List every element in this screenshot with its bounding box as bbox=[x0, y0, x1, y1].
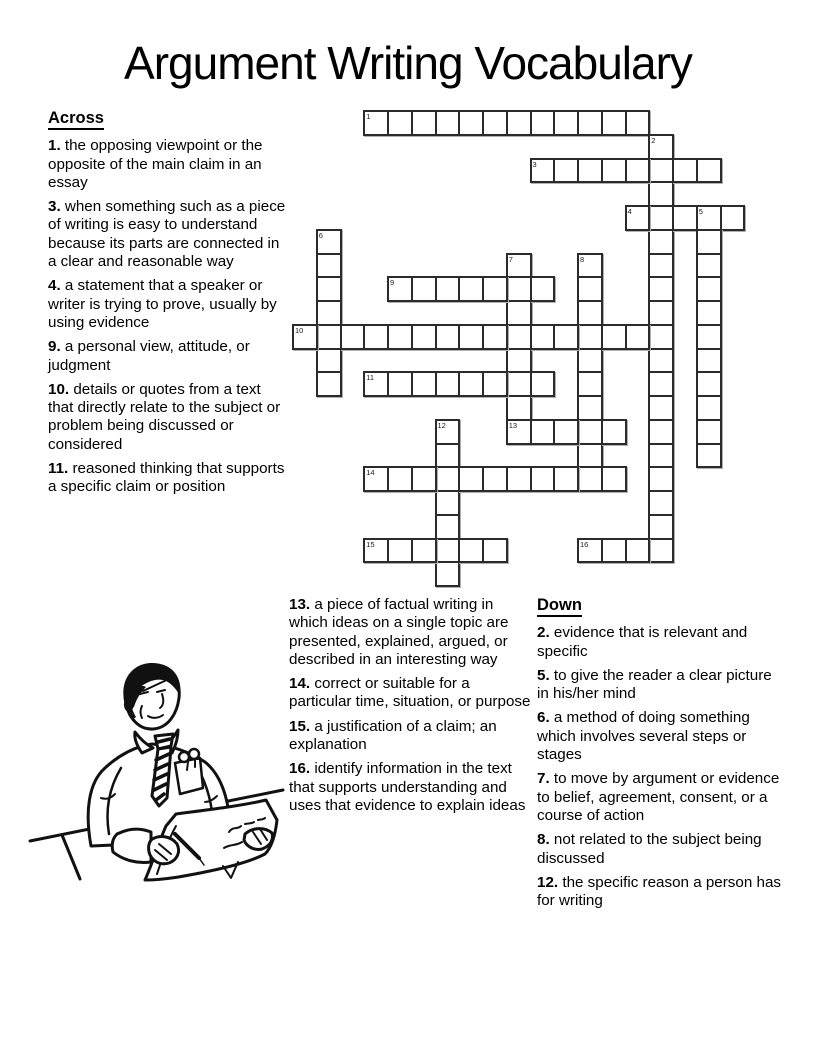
clue-down-12: 12. the specific reason a person has for writing bbox=[537, 873, 782, 910]
grid-cell-r0-c13[interactable] bbox=[601, 110, 627, 136]
grid-cell-r11-c15[interactable] bbox=[648, 371, 674, 397]
grid-cell-r13-c12[interactable] bbox=[577, 419, 603, 445]
grid-cell-r9-c17[interactable] bbox=[696, 324, 722, 350]
grid-cell-r19-c6[interactable] bbox=[435, 561, 461, 587]
grid-cell-r13-c11[interactable] bbox=[553, 419, 579, 445]
clue-across-11: 11. reasoned thinking that supports a specific claim or position bbox=[48, 460, 285, 496]
grid-cell-r0-c3[interactable] bbox=[363, 110, 389, 136]
down-clues-list bbox=[537, 624, 781, 910]
clue-number: 1. bbox=[48, 137, 65, 155]
clue-down-5: 5. to give the reader a clear picture in his/her mind bbox=[537, 666, 772, 703]
grid-cell-r9-c0[interactable] bbox=[292, 324, 318, 350]
grid-cell-r11-c3[interactable] bbox=[363, 371, 389, 397]
clue-number: 16. bbox=[289, 760, 315, 778]
grid-cell-r18-c8[interactable] bbox=[482, 538, 508, 564]
clue-across-13: 13. a piece of factual writing in which ideas on a single topic are presented, explained, argued, or described in an interesting way bbox=[289, 596, 509, 668]
grid-cell-r15-c3[interactable] bbox=[363, 466, 389, 492]
grid-cell-r9-c9[interactable] bbox=[506, 324, 532, 350]
grid-cell-r13-c6[interactable] bbox=[435, 419, 461, 445]
grid-cell-r4-c14[interactable] bbox=[625, 205, 651, 231]
clue-across-16: 16. identify information in the text that supports understanding and uses that evidence to explain ideas bbox=[289, 760, 526, 814]
grid-cell-r9-c4[interactable] bbox=[387, 324, 413, 350]
grid-cell-r2-c15[interactable] bbox=[648, 158, 674, 184]
grid-cell-r0-c5[interactable] bbox=[411, 110, 437, 136]
grid-cell-r17-c6[interactable] bbox=[435, 514, 461, 540]
grid-cell-r0-c4[interactable] bbox=[387, 110, 413, 136]
grid-cell-r15-c10[interactable] bbox=[530, 466, 556, 492]
grid-cell-r18-c15[interactable] bbox=[648, 538, 674, 564]
grid-cell-number: 3 bbox=[532, 159, 537, 169]
grid-cell-r0-c6[interactable] bbox=[435, 110, 461, 136]
grid-cell-r2-c16[interactable] bbox=[672, 158, 698, 184]
grid-cell-r0-c8[interactable] bbox=[482, 110, 508, 136]
grid-cell-r9-c13[interactable] bbox=[601, 324, 627, 350]
crossword-grid bbox=[292, 110, 745, 587]
grid-cell-r2-c11[interactable] bbox=[553, 158, 579, 184]
grid-cell-r9-c3[interactable] bbox=[363, 324, 389, 350]
grid-cell-number: 8 bbox=[580, 254, 585, 264]
grid-cell-r5-c15[interactable] bbox=[648, 229, 674, 255]
grid-cell-r9-c5[interactable] bbox=[411, 324, 437, 350]
grid-cell-r7-c5[interactable] bbox=[411, 276, 437, 302]
grid-cell-r14-c15[interactable] bbox=[648, 443, 674, 469]
grid-cell-r2-c12[interactable] bbox=[577, 158, 603, 184]
grid-cell-r8-c9[interactable] bbox=[506, 300, 532, 326]
grid-cell-r2-c13[interactable] bbox=[601, 158, 627, 184]
grid-cell-number: 1 bbox=[366, 112, 371, 121]
grid-cell-r18-c14[interactable] bbox=[625, 538, 651, 564]
grid-cell-r14-c12[interactable] bbox=[577, 443, 603, 469]
grid-cell-r18-c5[interactable] bbox=[411, 538, 437, 564]
grid-cell-r0-c12[interactable] bbox=[577, 110, 603, 136]
grid-cell-r9-c15[interactable] bbox=[648, 324, 674, 350]
grid-cell-r11-c5[interactable] bbox=[411, 371, 437, 397]
grid-cell-r12-c12[interactable] bbox=[577, 395, 603, 421]
grid-cell-r11-c12[interactable] bbox=[577, 371, 603, 397]
grid-cell-r3-c15[interactable] bbox=[648, 181, 674, 207]
grid-cell-r6-c1[interactable] bbox=[316, 253, 342, 279]
grid-cell-r15-c11[interactable] bbox=[553, 466, 579, 492]
clue-number: 12. bbox=[537, 873, 563, 891]
clue-number: 3. bbox=[48, 198, 65, 216]
grid-cell-r2-c17[interactable] bbox=[696, 158, 722, 184]
grid-cell-r11-c1[interactable] bbox=[316, 371, 342, 397]
grid-cell-number: 4 bbox=[627, 207, 632, 216]
grid-cell-r14-c6[interactable] bbox=[435, 443, 461, 469]
grid-cell-r0-c7[interactable] bbox=[458, 110, 484, 136]
grid-cell-r15-c13[interactable] bbox=[601, 466, 627, 492]
clue-number: 4. bbox=[48, 277, 65, 295]
grid-cell-r10-c12[interactable] bbox=[577, 348, 603, 374]
grid-cell-r2-c14[interactable] bbox=[625, 158, 651, 184]
grid-cell-r12-c17[interactable] bbox=[696, 395, 722, 421]
grid-cell-number: 10 bbox=[295, 325, 304, 335]
page-title: Argument Writing Vocabulary bbox=[124, 37, 692, 89]
clue-number: 9. bbox=[48, 338, 65, 356]
grid-cell-number: 11 bbox=[366, 373, 375, 383]
grid-cell-r5-c1[interactable] bbox=[316, 229, 342, 255]
man-writing-at-desk-illustration bbox=[25, 648, 287, 890]
grid-cell-r8-c15[interactable] bbox=[648, 300, 674, 326]
grid-cell-r15-c12[interactable] bbox=[577, 466, 603, 492]
grid-cell-number: 14 bbox=[366, 468, 375, 478]
grid-cell-r18-c12[interactable] bbox=[577, 538, 603, 564]
grid-cell-r7-c7[interactable] bbox=[458, 276, 484, 302]
grid-cell-r8-c12[interactable] bbox=[577, 300, 603, 326]
clue-number: 14. bbox=[289, 675, 315, 693]
grid-cell-r7-c1[interactable] bbox=[316, 276, 342, 302]
desk-corner-line bbox=[62, 835, 80, 879]
grid-cell-r9-c10[interactable] bbox=[530, 324, 556, 350]
grid-cell-r0-c11[interactable] bbox=[553, 110, 579, 136]
grid-cell-r15-c9[interactable] bbox=[506, 466, 532, 492]
grid-cell-r9-c6[interactable] bbox=[435, 324, 461, 350]
grid-cell-r9-c7[interactable] bbox=[458, 324, 484, 350]
grid-cell-r15-c6[interactable] bbox=[435, 466, 461, 492]
grid-cell-number: 2 bbox=[651, 135, 656, 145]
grid-cell-r10-c1[interactable] bbox=[316, 348, 342, 374]
grid-cell-r7-c4[interactable] bbox=[387, 276, 413, 302]
clue-number: 5. bbox=[537, 666, 554, 684]
clue-across-9: 9. a personal view, attitude, or judgment bbox=[48, 338, 250, 374]
grid-cell-r15-c5[interactable] bbox=[411, 466, 437, 492]
across-clues-continued-column bbox=[289, 596, 533, 821]
grid-cell-r16-c6[interactable] bbox=[435, 490, 461, 516]
grid-cell-r13-c9[interactable] bbox=[506, 419, 532, 445]
grid-cell-r1-c15[interactable] bbox=[648, 134, 674, 160]
grid-cell-number: 13 bbox=[508, 420, 518, 430]
clue-down-7: 7. to move by argument or evidence to belief, agreement, consent, or a course of action bbox=[537, 770, 780, 824]
grid-cell-r7-c6[interactable] bbox=[435, 276, 461, 302]
grid-cell-r10-c9[interactable] bbox=[506, 348, 532, 374]
grid-cell-r9-c1[interactable] bbox=[316, 324, 342, 350]
clue-number: 6. bbox=[537, 709, 554, 727]
grid-cell-r2-c10[interactable] bbox=[530, 158, 556, 184]
grid-cell-r6-c17[interactable] bbox=[696, 253, 722, 279]
grid-cell-r4-c16[interactable] bbox=[672, 205, 698, 231]
grid-cell-r11-c7[interactable] bbox=[458, 371, 484, 397]
grid-cell-r12-c9[interactable] bbox=[506, 395, 532, 421]
grid-cell-r7-c15[interactable] bbox=[648, 276, 674, 302]
grid-cell-r18-c4[interactable] bbox=[387, 538, 413, 564]
grid-cell-r9-c2[interactable] bbox=[340, 324, 366, 350]
grid-cell-r11-c10[interactable] bbox=[530, 371, 556, 397]
across-clues-column bbox=[48, 109, 286, 503]
across-heading: Across bbox=[48, 109, 104, 130]
down-clues-column bbox=[537, 596, 781, 916]
grid-cell-r7-c9[interactable] bbox=[506, 276, 532, 302]
grid-cell-r16-c15[interactable] bbox=[648, 490, 674, 516]
clue-across-15: 15. a justification of a claim; an explanation bbox=[289, 717, 497, 754]
across-clues-list bbox=[48, 137, 286, 496]
grid-cell-r10-c17[interactable] bbox=[696, 348, 722, 374]
grid-cell-r12-c15[interactable] bbox=[648, 395, 674, 421]
grid-cell-r18-c7[interactable] bbox=[458, 538, 484, 564]
grid-cell-r8-c17[interactable] bbox=[696, 300, 722, 326]
grid-cell-r15-c15[interactable] bbox=[648, 466, 674, 492]
grid-cell-r9-c11[interactable] bbox=[553, 324, 579, 350]
clue-across-1: 1. the opposing viewpoint or the opposite of the main claim in an essay bbox=[48, 137, 263, 191]
clue-number: 13. bbox=[289, 596, 315, 613]
grid-cell-r6-c9[interactable] bbox=[506, 253, 532, 279]
clue-down-2: 2. evidence that is relevant and specific bbox=[537, 624, 748, 660]
grid-cell-number: 15 bbox=[366, 539, 375, 549]
across-clues-continued-list bbox=[289, 596, 533, 815]
grid-cell-r15-c4[interactable] bbox=[387, 466, 413, 492]
grid-cell-r11-c8[interactable] bbox=[482, 371, 508, 397]
grid-cell-r5-c17[interactable] bbox=[696, 229, 722, 255]
grid-cell-r13-c10[interactable] bbox=[530, 419, 556, 445]
grid-cell-r7-c8[interactable] bbox=[482, 276, 508, 302]
grid-cell-r0-c9[interactable] bbox=[506, 110, 532, 136]
grid-cell-r13-c15[interactable] bbox=[648, 419, 674, 445]
clue-number: 10. bbox=[48, 380, 74, 398]
grid-cell-number: 9 bbox=[390, 278, 395, 288]
grid-cell-r11-c17[interactable] bbox=[696, 371, 722, 397]
grid-cell-r0-c14[interactable] bbox=[625, 110, 651, 136]
clue-number: 11. bbox=[48, 460, 73, 478]
clue-across-14: 14. correct or suitable for a particular time, situation, or purpose bbox=[289, 675, 531, 711]
grid-cell-r9-c14[interactable] bbox=[625, 324, 651, 350]
grid-cell-r4-c18[interactable] bbox=[720, 205, 746, 231]
grid-cell-r8-c1[interactable] bbox=[316, 300, 342, 326]
clue-across-10: 10. details or quotes from a text that directly relate to the subject or problem being discussed or considered bbox=[48, 380, 281, 453]
clue-number: 15. bbox=[289, 717, 315, 735]
clue-number: 7. bbox=[537, 770, 554, 788]
grid-cell-r0-c10[interactable] bbox=[530, 110, 556, 136]
grid-cell-number: 16 bbox=[580, 539, 589, 549]
grid-cell-number: 5 bbox=[698, 207, 703, 216]
grid-cell-number: 6 bbox=[318, 230, 323, 240]
grid-cell-r13-c13[interactable] bbox=[601, 419, 627, 445]
grid-cell-r18-c3[interactable] bbox=[363, 538, 389, 564]
grid-cell-r6-c12[interactable] bbox=[577, 253, 603, 279]
clue-number: 8. bbox=[537, 831, 554, 849]
grid-cell-r4-c17[interactable] bbox=[696, 205, 722, 231]
grid-cell-r7-c17[interactable] bbox=[696, 276, 722, 302]
grid-cell-r9-c8[interactable] bbox=[482, 324, 508, 350]
clue-across-3: 3. when something such as a piece of writing is easy to understand because its parts are connected in a clear and reasonable way bbox=[48, 198, 286, 271]
grid-cell-r10-c15[interactable] bbox=[648, 348, 674, 374]
grid-cell-r11-c6[interactable] bbox=[435, 371, 461, 397]
grid-cell-r15-c7[interactable] bbox=[458, 466, 484, 492]
grid-cell-r11-c9[interactable] bbox=[506, 371, 532, 397]
grid-cell-r6-c15[interactable] bbox=[648, 253, 674, 279]
grid-cell-r9-c12[interactable] bbox=[577, 324, 603, 350]
grid-cell-r13-c17[interactable] bbox=[696, 419, 722, 445]
grid-cell-number: 12 bbox=[437, 420, 446, 430]
clue-across-4: 4. a statement that a speaker or writer is trying to prove, usually by using evidence bbox=[48, 277, 277, 331]
down-heading: Down bbox=[537, 596, 582, 617]
grid-cell-r18-c13[interactable] bbox=[601, 538, 627, 564]
grid-cell-r15-c8[interactable] bbox=[482, 466, 508, 492]
grid-cell-r17-c15[interactable] bbox=[648, 514, 674, 540]
grid-cell-number: 7 bbox=[508, 254, 513, 264]
grid-cell-r7-c10[interactable] bbox=[530, 276, 556, 302]
grid-cell-r4-c15[interactable] bbox=[648, 205, 674, 231]
clue-number: 2. bbox=[537, 624, 554, 642]
grid-cell-r18-c6[interactable] bbox=[435, 538, 461, 564]
clue-down-6: 6. a method of doing something which involves several steps or stages bbox=[537, 709, 750, 764]
grid-cell-r11-c4[interactable] bbox=[387, 371, 413, 397]
clue-down-8: 8. not related to the subject being discussed bbox=[537, 831, 762, 867]
grid-cell-r14-c17[interactable] bbox=[696, 443, 722, 469]
grid-cell-r7-c12[interactable] bbox=[577, 276, 603, 302]
